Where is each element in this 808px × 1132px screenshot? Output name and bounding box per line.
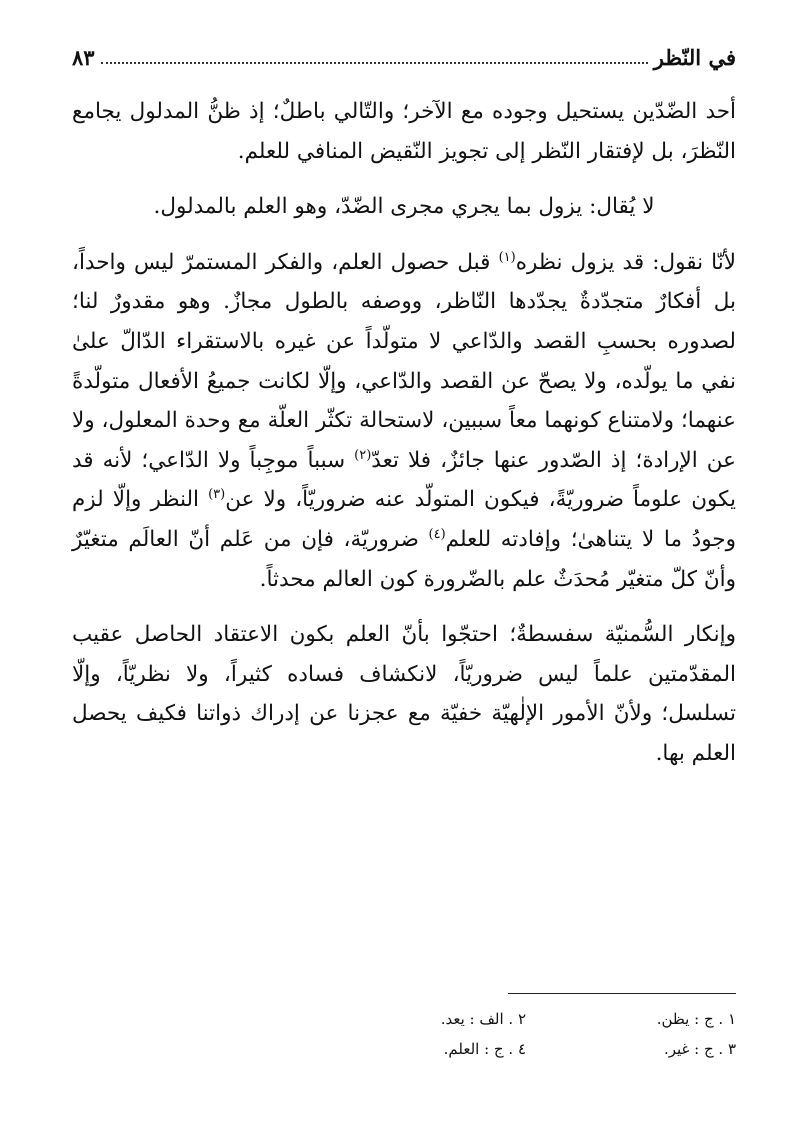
footnote-3: ٣ . ج : غير.: [663, 1040, 736, 1058]
footnote-ref-2[interactable]: (٢): [354, 447, 372, 463]
paragraph-3-text-2: قبل حصول العلم، والفكر المستمرّ ليس واحداً، بل أفكارٌ متجدّدةٌ يجدّدها النّاظر، ووصفه بالطول مجازٌ. وهو مقدورٌ لنا؛ لصدوره بحسبِ القصد والدّاعي لا متولّداً عن غيره بالاستقراء الدّالّ علىٰ نفي ما يولّده، ولا يصحّ عن القصد والدّاعي، وإلّا لكانت جميعُ الأفعال متولّدةً عنهما؛ ولامتناع كونهما معاً سببين، لاستحالة تكثّر العلّة مع وحدة المعلول، ولا عن الإرادة؛ إذ الصّدور عنها جائزٌ، فلا تعدّ: [72, 249, 736, 473]
paragraph-3-text-3: سبباً موجِباً ولا الدّاعي؛ لأنه قد يكون علوماً ضروريّةً، فيكون المتولّد عنه ضروريّاً، ولا عن: [72, 447, 737, 513]
running-header: [72, 36, 736, 70]
paragraph-4: وإنكار السُّمنيّة سفسطةٌ؛ احتجّوا بأنّ العلم بكون الاعتقاد الحاصل عقيب المقدّمتين علماً ليس ضروريّاً، لانكشاف فساده كثيراً، ولا نظريّاً، وإلّا تسلسل؛ ولأنّ الأمور الإلٰهيّة خفيّة مع عجزنا عن إدراك ذواتنا فكيف يحصل العلم بها.: [72, 622, 736, 766]
paragraph-2: لا يُقال: يزول بما يجري مجرى الضّدّ، وهو العلم بالمدلول.: [153, 194, 655, 220]
paragraph-1: أحد الضّدّين يستحيل وجوده مع الآخر؛ والتّالي باطلٌ؛ إذ ظنُّ المدلول يجامع النّظرَ، بل لإفتقار النّظر إلى تجويز النّقيض المنافي للعلم.: [72, 99, 736, 164]
footnote-2: ٢ . الف : يعد.: [440, 1010, 526, 1028]
paragraph-3: [72, 243, 736, 599]
running-title: في النّظر: [653, 45, 736, 70]
footnote-ref-3[interactable]: (٣): [208, 487, 226, 503]
footnote-separator: [508, 993, 736, 994]
footnote-4: ٤ . ج : العلم.: [443, 1040, 526, 1058]
footnote-ref-1[interactable]: (١): [498, 249, 516, 265]
main-text: [72, 92, 736, 790]
footnotes: [316, 1010, 736, 1058]
footnote-ref-4[interactable]: (٤): [428, 526, 446, 542]
footnote-1: ١ . ج : يظن.: [656, 1010, 736, 1028]
paragraph-3-text-5: ضروريّة، فإن من عَلم أنّ العالَم متغيّرٌ وأنّ كلّ متغيّر مُحدَثٌ علم بالضّرورة كون العالم محدثاً.: [72, 526, 736, 592]
leader-dots: [101, 61, 648, 64]
page-number: ٨٣: [72, 45, 95, 70]
paragraph-3-text-1: لأنّا نقول: قد يزول نظره: [515, 249, 736, 275]
paragraph-3-text-4: النظر وإلّا لزم وجودُ ما لا يتناهىٰ؛ وإفادته للعلم: [72, 487, 736, 552]
